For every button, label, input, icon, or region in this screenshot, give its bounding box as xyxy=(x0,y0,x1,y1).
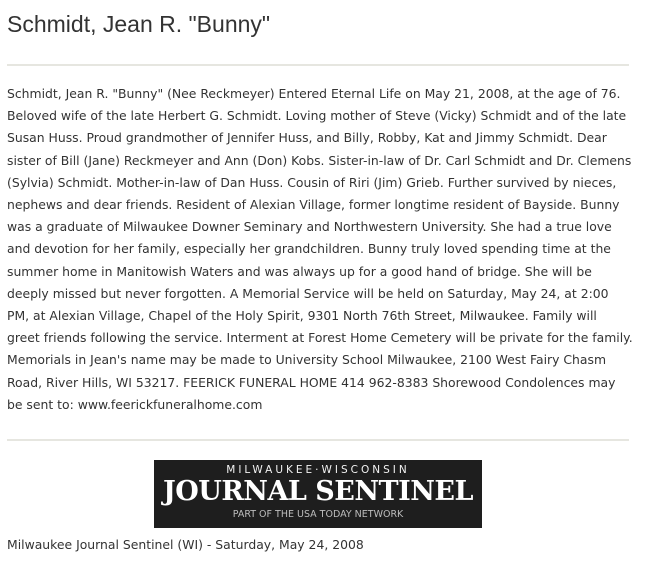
journal-sentinel-logo xyxy=(154,460,482,528)
bottom-divider xyxy=(7,439,629,441)
logo-name-text: JOURNAL SENTINEL xyxy=(162,476,473,507)
source-line: Milwaukee Journal Sentinel (WI) - Saturday, May 24, 2008 xyxy=(7,537,364,552)
logo-network-text: PART OF THE USA TODAY NETWORK xyxy=(232,509,404,520)
obituary-body: Schmidt, Jean R. "Bunny" (Nee Reckmeyer) Entered Eternal Life on May 21, 2008, at the age of 76. Beloved wife of the late Herbert G. Schmidt. Loving mother of Steve (Vicky) Schmidt and of the late Susan Huss. Proud grandmother of Jennifer Huss, and Billy, Robby, Kat and Jimmy Schmidt. Dear sister of Bill (Jane) Reckmeyer and Ann (Don) Kobs. Sister-in-law of Dr. Carl Schmidt and Dr. Clemens (Sylvia) Schmidt. Mother-in-law of Dan Huss. Cousin of Riri (Jim) Grieb. Further survived by nieces, nephews and dear friends. Resident of Alexian Village, former longtime resident of Bayside. Bunny was a graduate of Milwaukee Downer Seminary and Northwestern University. She had a true love and devotion for her family, especially her grandchildren. Bunny truly loved spending time at the summer home in Manitowish Waters and was always up for a good hand of bridge. She will be deeply missed but never forgotten. A Memorial Service will be held on Saturday, May 24, at 2:00 PM, at Alexian Village, Chapel of the Holy Spirit, 9301 North 76th Street, Milwaukee. Family will greet friends following the service. Interment at Forest Home Cemetery will be private for the family. Memorials in Jean's name may be made to University School Milwaukee, 2100 West Fairy Chasm Road, River Hills, WI 53217. FEERICK FUNERAL HOME 414 962-8383 Shorewood Condolences may be sent to: www.feerickfuneralhome.com xyxy=(7,86,633,412)
obituary-title: Schmidt, Jean R. "Bunny" xyxy=(7,11,271,37)
top-divider xyxy=(7,64,629,66)
logo-region-text: MILWAUKEE·WISCONSIN xyxy=(226,464,410,476)
